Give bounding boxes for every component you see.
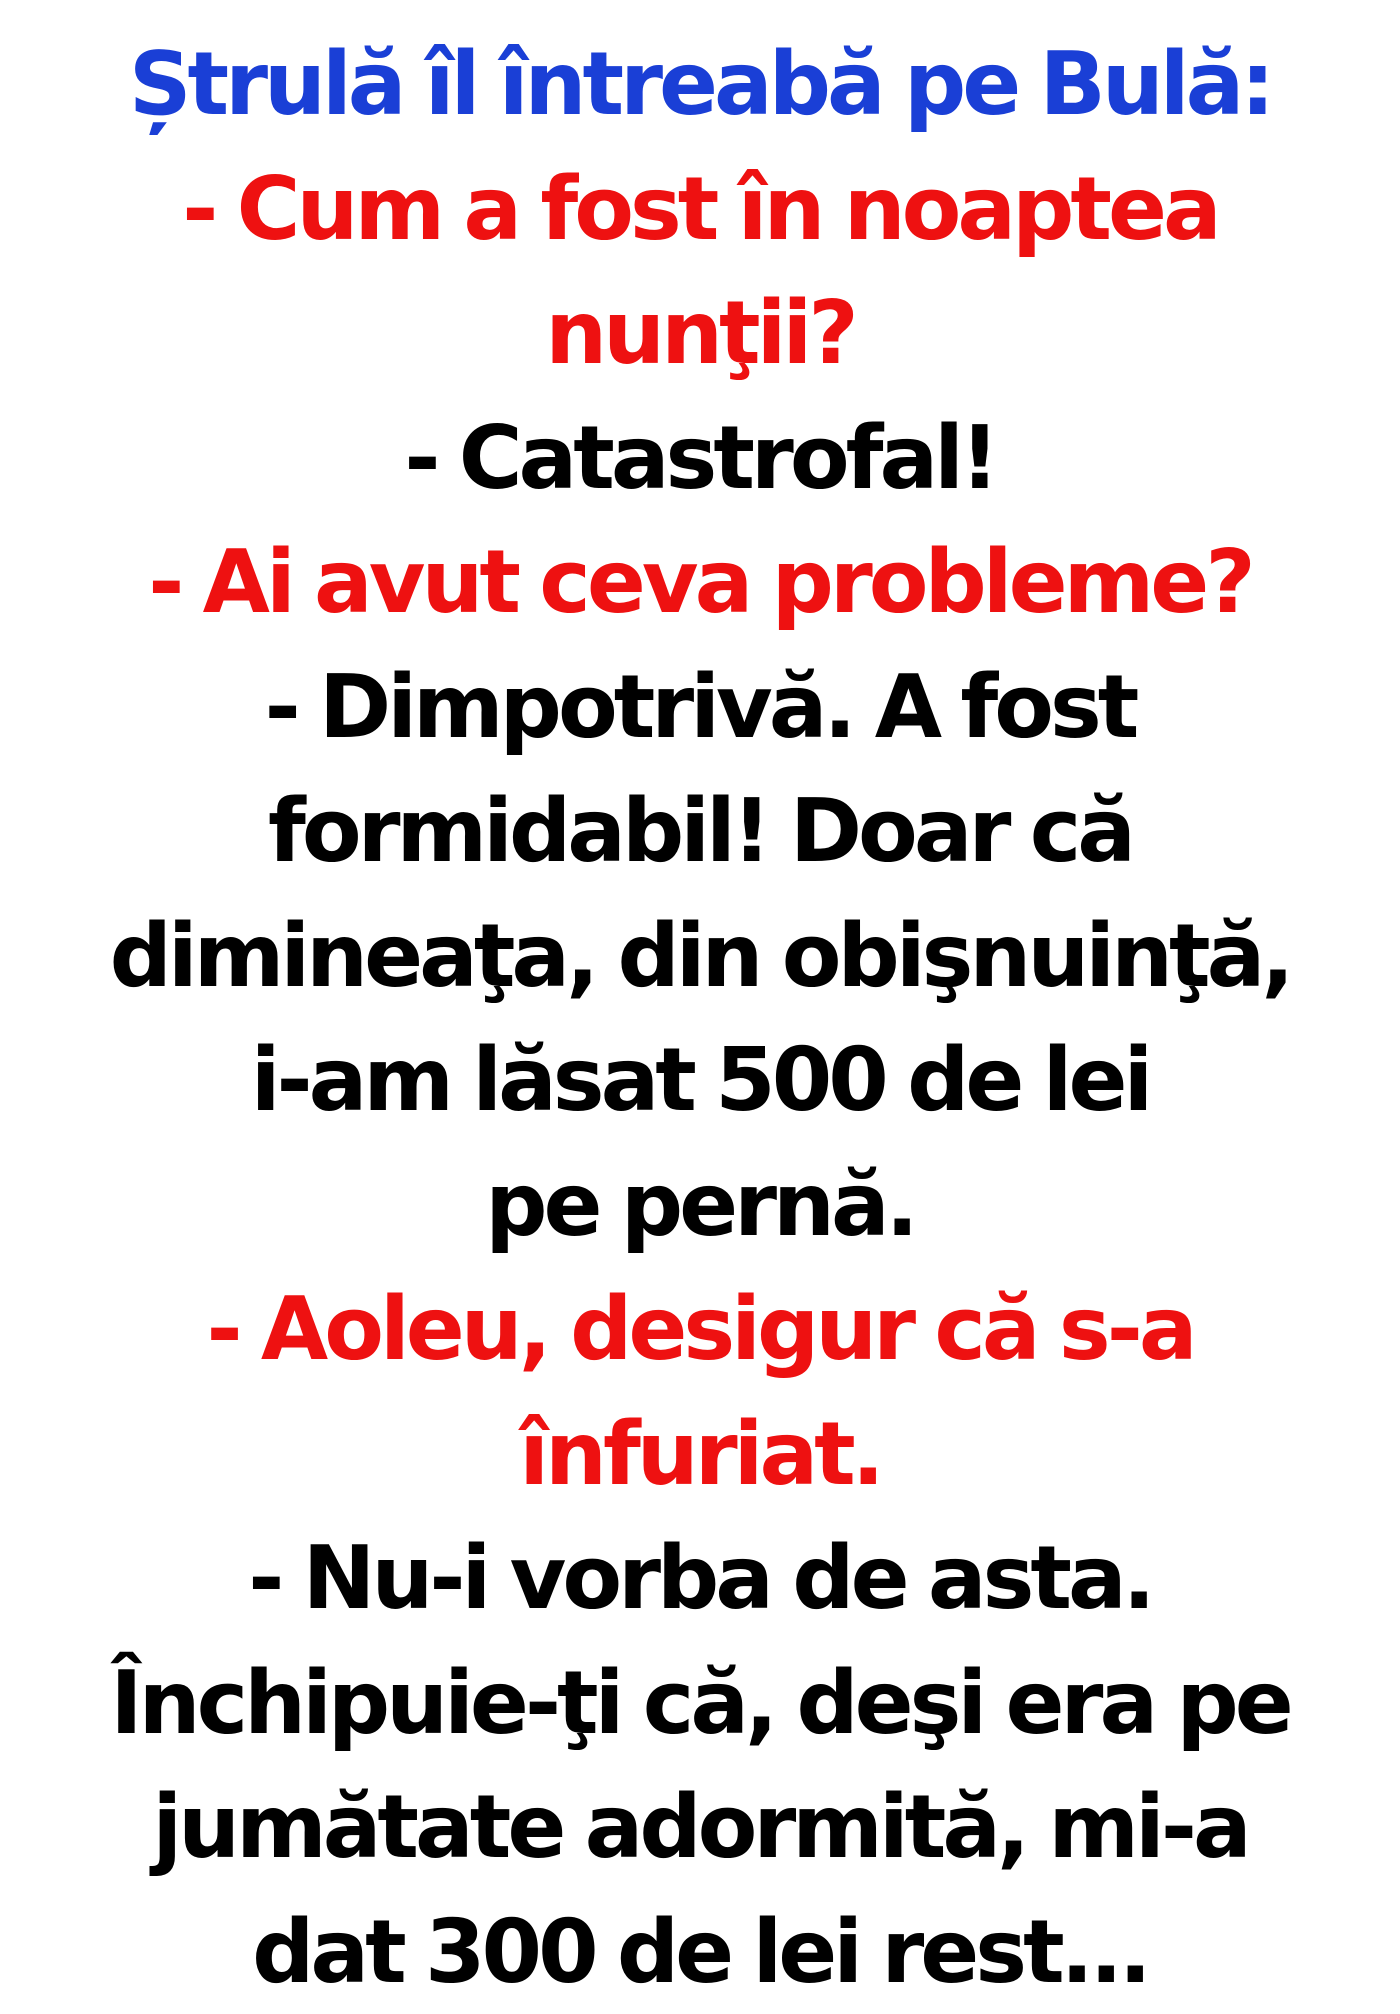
answer-line: pe pernă. [0, 1143, 1400, 1268]
question-line: înfuriat. [0, 1392, 1400, 1517]
question-line: - Cum a fost în noaptea [0, 147, 1400, 272]
question-line: nunţii? [0, 271, 1400, 396]
answer-line: - Nu-i vorba de asta. [0, 1516, 1400, 1641]
answer-line: i-am lăsat 500 de lei [0, 1018, 1400, 1143]
answer-line: jumătate adormită, mi-a [0, 1765, 1400, 1890]
answer-line: Închipuie-ţi că, deşi era pe [0, 1641, 1400, 1766]
question-line: - Ai avut ceva probleme? [0, 520, 1400, 645]
answer-line: dimineaţa, din obişnuinţă, [0, 894, 1400, 1019]
question-line: - Aoleu, desigur că s-a [0, 1267, 1400, 1392]
answer-line: - Dimpotrivă. A fost [0, 645, 1400, 770]
joke-intro: Ștrulă îl întreabă pe Bulă: [0, 22, 1400, 147]
answer-line: - Catastrofal! [0, 396, 1400, 521]
joke-text [0, 22, 1400, 2014]
answer-line: dat 300 de lei rest... [0, 1890, 1400, 2014]
answer-line: formidabil! Doar că [0, 769, 1400, 894]
